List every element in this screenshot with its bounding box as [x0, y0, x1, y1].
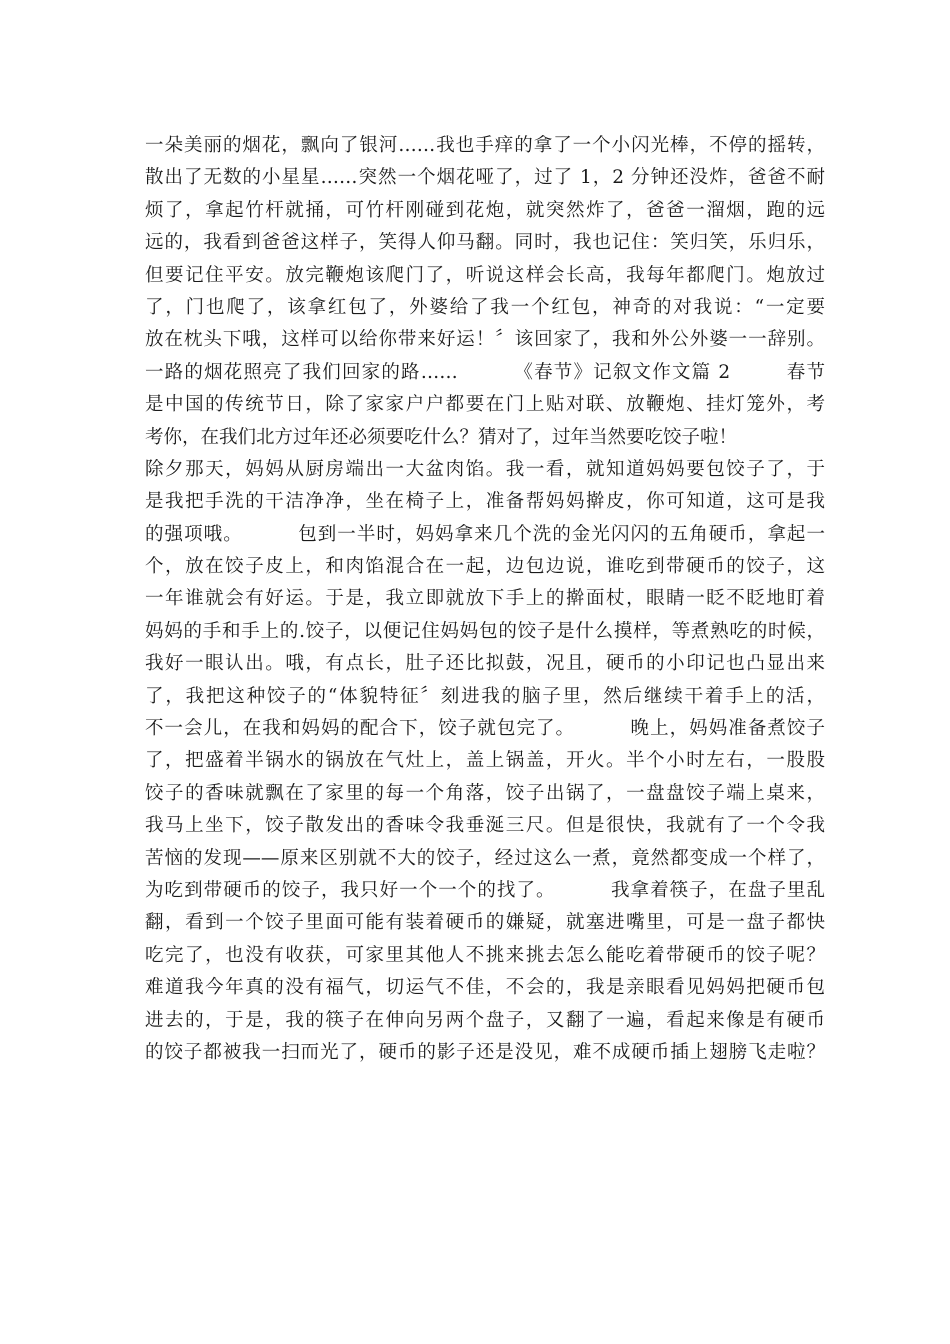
text-line: 考你，在我们北方过年还必须要吃什么？猜对了，过年当然要吃饺子啦！	[145, 426, 738, 448]
text-line: 了，把盛着半锅水的锅放在气灶上，盖上锅盖，开火。半个小时左右，一股股	[145, 750, 825, 772]
text-line: 我马上坐下，饺子散发出的香味令我垂涎三尺。但是很快，我就有了一个令我	[145, 815, 825, 837]
text-line: 一朵美丽的烟花，飘向了银河……我也手痒的拿了一个小闪光棒，不停的摇转，	[145, 135, 825, 156]
text-line: 的强项哦。 包到一半时，妈妈拿来几个洗的金光闪闪的五角硬币，拿起一	[145, 523, 825, 545]
text-line: 翻，看到一个饺子里面可能有装着硬币的嫌疑，就塞进嘴里，可是一盘子都快	[145, 912, 825, 934]
text-line: 个，放在饺子皮上，和肉馅混合在一起，边包边说，谁吃到带硬币的饺子，这	[145, 556, 825, 578]
text-line: 烦了，拿起竹杆就捅，可竹杆刚碰到花炮，就突然炸了，爸爸一溜烟，跑的远	[145, 199, 825, 221]
text-line: 我好一眼认出。哦，有点长，肚子还比拟鼓，况且，硬币的小印记也凸显出来	[145, 653, 825, 675]
text-line: 是我把手洗的干洁净净，坐在椅子上，准备帮妈妈擀皮，你可知道，这可是我	[145, 491, 825, 513]
text-line: 一年谁就会有好运。于是，我立即就放下手上的擀面杖，眼睛一眨不眨地盯着	[145, 588, 825, 610]
text-line: 难道我今年真的没有福气，切运气不佳，不会的，我是亲眼看见妈妈把硬币包	[145, 977, 825, 999]
text-line: 妈妈的手和手上的.饺子，以便记住妈妈包的饺子是什么摸样，等煮熟吃的时候，	[145, 620, 825, 642]
text-line: 了，我把这种饺子的“体貌特征〞刻进我的脑子里，然后继续干着手上的活，	[145, 685, 825, 707]
text-line: 苦恼的发现——原来区别就不大的饺子，经过这么一煮，竟然都变成一个样了，	[145, 847, 825, 869]
text-line: 一路的烟花照亮了我们回家的路…… 《春节》记叙文作文篇 2 春节	[145, 361, 825, 383]
text-line: 除夕那天，妈妈从厨房端出一大盆肉馅。我一看，就知道妈妈要包饺子了，于	[145, 458, 825, 480]
text-line: 但要记住平安。放完鞭炮该爬门了，听说这样会长高，我每年都爬门。炮放过	[145, 264, 825, 286]
text-line: 为吃到带硬币的饺子，我只好一个一个的找了。 我拿着筷子，在盘子里乱	[145, 879, 825, 901]
text-line: 吃完了，也没有收获，可家里其他人不挑来挑去怎么能吃着带硬币的饺子呢？	[145, 944, 825, 966]
text-line: 饺子的香味就飘在了家里的每一个角落，饺子出锅了，一盘盘饺子端上桌来，	[145, 782, 825, 804]
text-line: 远的，我看到爸爸这样子，笑得人仰马翻。同时，我也记住：笑归笑，乐归乐，	[145, 232, 825, 254]
text-line: 不一会儿，在我和妈妈的配合下，饺子就包完了。 晚上，妈妈准备煮饺子	[145, 718, 825, 740]
text-line: 散出了无数的小星星……突然一个烟花哑了，过了 1，2 分钟还没炸，爸爸不耐	[145, 167, 825, 189]
text-line: 是中国的传统节日，除了家家户户都要在门上贴对联、放鞭炮、挂灯笼外，考	[145, 394, 825, 416]
text-line: 了，门也爬了，该拿红包了，外婆给了我一个红包，神奇的对我说：“一定要	[145, 296, 825, 318]
text-line: 放在枕头下哦，这样可以给你带来好运！〞该回家了，我和外公外婆一一辞别。	[145, 329, 825, 351]
text-line: 进去的，于是，我的筷子在伸向另两个盘子，又翻了一遍，看起来像是有硬币	[145, 1009, 825, 1031]
text-line: 的饺子都被我一扫而光了，硬币的影子还是没见，难不成硬币插上翅膀飞走啦？	[145, 1041, 825, 1063]
body-text	[145, 130, 825, 1069]
